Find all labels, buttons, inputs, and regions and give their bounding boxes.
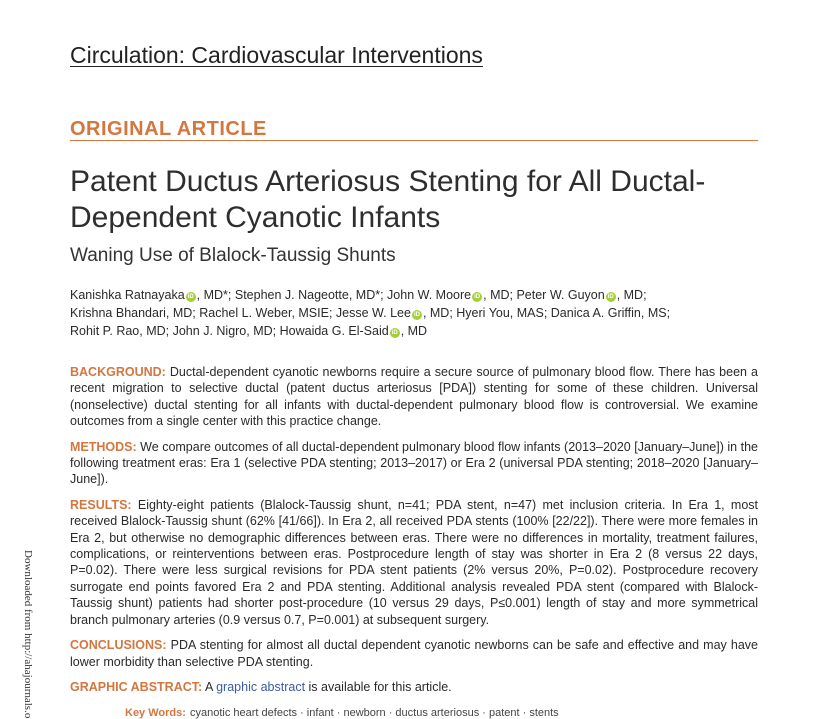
author-degree: , MD; (422, 306, 457, 320)
author-degree: , MD; (616, 288, 647, 302)
conclusions-text: PDA stenting for almost all ductal dependent cyanotic newborns can be safe and effective and may have lower morbidity than selective PDA stenting. (70, 638, 758, 669)
author-degree: , MD; (139, 324, 173, 338)
author-name: Rohit P. Rao (70, 324, 140, 338)
orcid-icon[interactable]: iD (391, 330, 398, 336)
orcid-icon[interactable]: iD (413, 312, 420, 318)
author-degree: , MD; (483, 288, 517, 302)
author-name: Stephen J. Nageotte (234, 288, 349, 302)
author-name: Krishna Bhandari (70, 306, 166, 320)
results-heading: RESULTS: (70, 497, 132, 512)
author-degree: , MS; (640, 306, 671, 320)
article-title: Patent Ductus Arteriosus Stenting for All Ductal-Dependent Cyanotic Infants (70, 165, 706, 234)
abstract-results (70, 497, 758, 628)
author-name: Howaida G. El-Said (279, 324, 389, 338)
methods-heading: METHODS: (70, 439, 137, 454)
graphic-abstract-link[interactable]: graphic abstract (216, 679, 306, 694)
author-name: Danica A. Griffin (550, 306, 641, 320)
conclusions-heading: CONCLUSIONS: (70, 638, 167, 653)
author-degree: , MSIE; (291, 306, 336, 320)
author-degree: , MD*; (348, 288, 388, 302)
methods-text: We compare outcomes of all ductal-dependent pulmonary blood flow infants (2013–2020 [January–June]) in the following treatment eras: Era 1 (selective PDA stenting; 2013–2017) or Era 2 (universal PDA stenting; 2018–2020 [January–June]). (70, 439, 758, 487)
section-label: ORIGINAL ARTICLE (70, 118, 267, 140)
abstract-methods (70, 439, 758, 488)
author-degree: , MD; (246, 324, 280, 338)
abstract-graphic (70, 679, 758, 695)
orcid-icon[interactable]: iD (187, 294, 194, 300)
graphic-abstract-heading: GRAPHIC ABSTRACT: (70, 679, 203, 694)
author-name: Peter W. Guyon (516, 288, 605, 302)
results-text: Eighty-eight patients (Blalock-Taussig shunt, n=41; PDA stent, n=47) met inclusion criteria. In Era 1, most received Blalock-Taussig shunt (62% [41/66]). In Era 2, all received PDA stents (100% [22/22]). There were more females in Era 2, but otherwise no demographic differences between eras. There were no differences in mortality, treatment failures, complications, or reinterventions between eras. Postprocedure length of stay was shorter in Era 2 (8 versus 22 days, P=0.02). There were less surgical revisions for PDA stent patients (2% versus 20%, P=0.02). Postprocedure recovery surrogate end points favored Era 2 and PDA stenting. Additional analysis revealed PDA stent (compared with Blalock-Taussig shunt) patients had shorter post-procedure (10 versus 29 days, P≤0.001) length of stay and more symmetrical branch pulmonary arteries (0.9 versus 0.7, P=0.001) at subsequent surgery. (70, 497, 758, 627)
background-heading: BACKGROUND: (70, 365, 166, 379)
keywords-label: Key Words: (125, 707, 186, 719)
abstract (70, 364, 758, 704)
author-name: Jesse W. Lee (335, 306, 411, 320)
author-list (70, 286, 760, 340)
abstract-conclusions (70, 637, 758, 670)
background-text: Ductal-dependent cyanotic newborns require a secure source of pulmonary blood flow. There has been a recent migration to selective ductal (patent ductus arteriosus [PDA]) stenting for some of these children. Universal (nonselective) ductal stenting for all infants with ductal-dependent pulmonary blood flow is controversial. We examine outcomes from a single center with this practice change. (70, 365, 758, 429)
author-degree: , MAS; (509, 306, 551, 320)
author-degree: , MD (400, 324, 428, 338)
article-subtitle: Waning Use of Blalock-Taussig Shunts (70, 245, 396, 266)
author-name: John W. Moore (387, 288, 472, 302)
author-degree: , MD*; (196, 288, 235, 302)
orcid-icon[interactable]: iD (474, 294, 481, 300)
section-divider (70, 140, 758, 141)
graphic-abstract-post: is available for this article. (308, 679, 452, 694)
author-degree: , MD; (165, 306, 200, 320)
journal-name: Circulation: Cardiovascular Interventions (70, 42, 483, 68)
orcid-icon[interactable]: iD (607, 294, 614, 300)
author-name: John J. Nigro (172, 324, 247, 338)
author-name: Kanishka Ratnayaka (70, 288, 185, 302)
author-name: Hyeri You (456, 306, 510, 320)
author-name: Rachel L. Weber (199, 306, 292, 320)
keywords-list: cyanotic heart defects · infant · newborn · ductus arteriosus · patent · stents (190, 707, 559, 719)
abstract-background (70, 364, 758, 430)
download-watermark: Downloaded from http://ahajournals.o (22, 550, 34, 719)
graphic-abstract-pre: A (204, 679, 213, 694)
